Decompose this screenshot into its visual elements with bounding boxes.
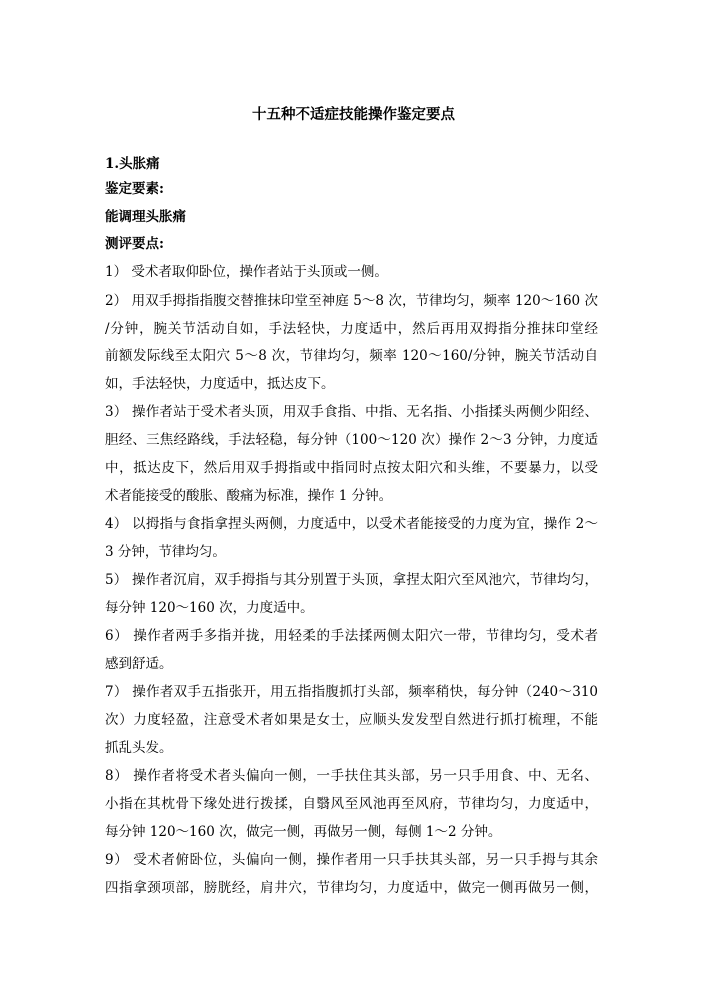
paragraph-line: 3 分钟，节律均匀。 [105, 544, 226, 560]
paragraph-line: 感到舒适。 [105, 656, 173, 672]
section-heading: 1.头胀痛 [105, 156, 160, 172]
paragraph-line: 9） 受术者俯卧位，头偏向一侧，操作者用一只手扶其头部，另一只手拇与其余 [105, 852, 598, 868]
paragraph-line: 次）力度轻盈，注意受术者如果是女士，应顺头发发型自然进行抓打梳理，不能 [105, 712, 598, 728]
evaluation-points-label: 测评要点: [105, 236, 164, 252]
paragraph-line: 4） 以拇指与食指拿捏头两侧，力度适中，以受术者能接受的力度为宜，操作 2～ [105, 516, 598, 532]
skill-name: 能调理头胀痛 [105, 209, 186, 225]
paragraph-line: 术者能接受的酸胀、酸痛为标准，操作 1 分钟。 [105, 488, 393, 504]
paragraph-line: 四指拿颈项部，膀胱经，肩井穴，节律均匀，力度适中，做完一侧再做另一侧， [105, 880, 598, 896]
paragraph-line: 7） 操作者双手五指张开，用五指指腹抓打头部，频率稍快，每分钟（240～310 [105, 684, 598, 700]
paragraph-line: 小指在其枕骨下缘处进行拨揉，自翳风至风池再至风府，节律均匀，力度适中， [105, 796, 598, 812]
paragraph-line: 抓乱头发。 [105, 740, 173, 756]
paragraph-line: 前额发际线至太阳穴 5～8 次，节律均匀，频率 120～160/分钟，腕关节活动自 [105, 348, 598, 364]
paragraph-line: 3） 操作者站于受术者头顶，用双手食指、中指、无名指、小指揉头两侧少阳经、 [105, 404, 598, 420]
paragraph-line: 如，手法轻快，力度适中，抵达皮下。 [105, 376, 335, 392]
paragraph-line: 6） 操作者两手多指并拢，用轻柔的手法揉两侧太阳穴一带，节律均匀，受术者 [105, 628, 598, 644]
paragraph-line: 每分钟 120～160 次，力度适中。 [105, 600, 314, 616]
paragraph-line: 8） 操作者将受术者头偏向一侧，一手扶住其头部，另一只手用食、中、无名、 [105, 768, 598, 784]
paragraph-line: 胆经、三焦经路线，手法轻稳，每分钟（100～120 次）操作 2～3 分钟，力度适 [105, 432, 598, 448]
paragraph-line: 中，抵达皮下，然后用双手拇指或中指同时点按太阳穴和头维，不要暴力，以受 [105, 460, 598, 476]
paragraph-line: 1） 受术者取仰卧位，操作者站于头顶或一侧。 [105, 264, 388, 280]
document-title: 十五种不适症技能操作鉴定要点 [252, 106, 455, 123]
paragraph-line: 5） 操作者沉肩，双手拇指与其分别置于头顶，拿捏太阳穴至风池穴，节律均匀， [105, 572, 598, 588]
paragraph-line: 每分钟 120～160 次，做完一侧，再做另一侧，每侧 1～2 分钟。 [105, 824, 502, 840]
paragraph-line: /分钟，腕关节活动自如，手法轻快，力度适中，然后再用双拇指分推抹印堂经 [105, 321, 598, 337]
paragraph-line: 2） 用双手拇指指腹交替推抹印堂至神庭 5～8 次，节律均匀，频率 120～160 次 [105, 293, 598, 309]
key-elements-label: 鉴定要素: [105, 181, 164, 197]
